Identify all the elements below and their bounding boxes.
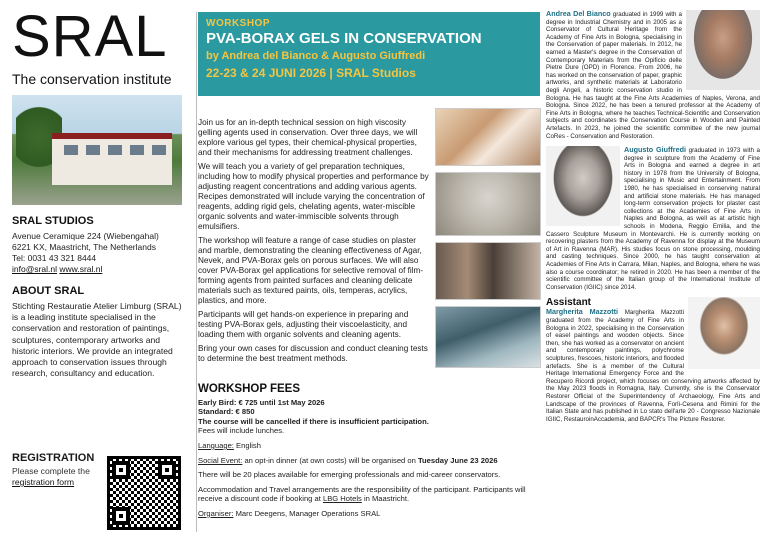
bios-column: [546, 10, 760, 429]
registration-qr-code[interactable]: [107, 456, 181, 530]
fees-heading: WORKSHOP FEES: [198, 383, 301, 395]
early-bird-fee: Early Bird: € 725 until 1st May 2026: [198, 397, 325, 407]
intro-paragraph: Participants will get hands-on experience in preparing and testing PVA-Borax gels, adjusting their viscoelasticity, and loading them with organic solvents and cleaning agents.: [198, 310, 409, 339]
travel-note: Accommodation and Travel arrangements are the responsibility of the participant. Participants will receive a discount code if booking at: [198, 484, 526, 504]
bio-text: graduated in 1999 with a degree in Industrial Chemistry and in 2005 as a Conservator of Cultural Heritage from the Academy of Fine Arts in Bologna, specialising in the Conservation of paper materials. In 2012, he earned a Master's degree in the Conservation of Contemporary Materials from the Opificio delle Pietre Dure (OPD) in Florence. From 2006, he has worked on the conservation of paper, graphic artworks, and synthetic materials at Laboratorio degli Angeli, a historic conservation studio in Bologna. He has taught at the Fine Arts Academies of Naples, Verona, and Bologna. Since 2022, he has been a tenured professor at the Academy of Fine Arts in Bologna, where he teaches Technical-Scientific and Conservation subjects and coordinates the Conservation Course in Wooden and Painted Artefacts. In 2023, he joined the scientific committee of the new journal CoRes - Conservation and Restoration.: [546, 11, 760, 140]
workshop-dates: 22-23 & 24 JUNI 2026 | SRAL Studios: [206, 66, 416, 80]
organiser-name: Marc Deegens, Manager Operations SRAL: [235, 508, 381, 518]
workshop-title: PVA-BORAX GELS IN CONSERVATION: [206, 30, 482, 47]
intro-paragraph: The workshop will feature a range of case studies on plaster and marble, demonstrating the cleaning effectiveness of Agar, Nevek, and PVA-Borax gels on porous surfaces. We will also cover PVA-Borax gel applications for selective removal of film-forming agents from painted surfaces and cleaning delicate materials such as textured paints, oils, temperas, acrylics, plastics, and more.: [198, 236, 424, 305]
about-text: Stichting Restauratie Atelier Limburg (SRAL) is a leading institute specialised in the conservation and restoration of paintings, sculptures, contemporary artworks and historic interiors. We provide an integrated approach to conservation issues through research, consultancy and education.: [12, 301, 182, 379]
workshop-fees: WORKSHOP FEES Early Bird: € 725 until 1st May 2026 Standard: € 850 The course will be cancelled if there is insufficient participation. Fees will include lunches. Language: English Social Event: an opt-in dinner (at own costs) will be organised on Tuesday June 23 2026 There will be 20 places available for emerging professionals and mid-career conservators. Accommodation and Travel arrangements are the responsibility of the participant. Participants will receive a discount code if booking at LBG Hotels in Maastricht. Organiser: Marc Deegens, Manager Operations SRAL: [198, 385, 540, 524]
workshop-description: [198, 118, 430, 368]
about-heading: ABOUT SRAL: [12, 285, 85, 297]
bio-name: Margherita Mazzotti: [546, 307, 619, 317]
bio-margherita: [546, 297, 760, 423]
studios-heading: SRAL STUDIOS: [12, 215, 94, 227]
cancellation-note: The course will be cancelled if there is insufficient participation.: [198, 416, 429, 426]
registration-text: Please complete the: [12, 466, 90, 476]
registration-form-link[interactable]: registration form: [12, 477, 75, 487]
email-link[interactable]: info@sral.nl: [12, 264, 58, 274]
bio-augusto: [546, 146, 760, 291]
studios-address: Avenue Ceramique 224 (Wiebengahal) 6221 KX, Maastricht, The Netherlands Tel: 0031 43 321 8444 info@sral.nl www.sral.nl: [12, 231, 159, 274]
workshop-byline: by Andrea del Bianco & Augusto Giuffredi: [206, 50, 426, 62]
sral-logo: SRAL: [12, 4, 168, 69]
lunch-note: Fees will include lunches.: [198, 426, 285, 436]
bio-text: Margherita Mazzotti graduated from the Academy of Fine Arts in Bologna in 2022, specialising in the Conservation of easel paintings and wooden objects. Since then, she has worked as a conservator on ancient and contemporary paintings, polychrome sculptures, frescoes, historic interiors, and flooded artefacts. She is a member of the Cultural Heritage International Emergency Force and the Recupero Ricordi project, which focuses on conserving artworks affected by the May 2023 floods in Romagna, Italy. Currently, she is the Conservator Restorer Official of the Superintendency of Archaeology, Fine Arts and Landscape of the provinces of Ravenna, Forlì-Cesena and Rimini for the Italian State and has published in Lo stato dell'arte 20 - Congresso Nazionale IGIIC, RestauroinAccademia, and BAPCR's The Picture Restorer.: [546, 309, 760, 423]
augusto-portrait: [546, 146, 620, 226]
column-divider: [196, 12, 197, 532]
website-link[interactable]: www.sral.nl: [59, 264, 103, 274]
standard-fee: Standard: € 850: [198, 407, 255, 417]
places-note: There will be 20 places available for emerging professionals and mid-career conservators.: [198, 470, 501, 480]
social-event-text: an opt-in dinner (at own costs) will be organised on: [244, 455, 416, 465]
andrea-portrait: [686, 10, 760, 90]
treatment-photo: [435, 306, 541, 368]
building-photo: [12, 95, 182, 205]
hotel-link[interactable]: LBG Hotels: [322, 494, 362, 504]
bio-andrea: [546, 10, 760, 140]
sculpture-photo: [435, 172, 541, 236]
gel-photo: [435, 108, 541, 166]
bio-name: Augusto Giuffredi: [624, 145, 686, 155]
margherita-portrait: [688, 297, 760, 369]
banner-kicker: WORKSHOP: [206, 18, 270, 29]
intro-paragraph: Bring your own cases for discussion and conduct cleaning tests to determine the best treatment methods.: [198, 344, 428, 363]
intro-paragraph: We will teach you a variety of gel preparation techniques, including how to modify physical properties and performance by adjusting reagent concentrations and adding various agents. Recipes demonstrated will include varying the concentration of reagents, adding rigid gels, chelating agents, water-miscible organic solvents and water-immiscible solvents through emulsifiers.: [198, 162, 429, 231]
bio-name: Andrea Del Bianco: [546, 9, 611, 18]
surface-photo: [435, 242, 541, 300]
language-value: English: [236, 440, 261, 450]
bio-text: graduated in 1973 with a degree in sculpture from the Academy of Fine Arts in Bologna and earned a degree in art history in 1978 from the University of Bologna, specialising in Music and Entertainment. From 1980, he has specialised in conserving natural and artificial stone materials. He has managed long-term conservation projects for plaster cast collections at the Academies of Fine Arts in Naples and Bologna, as well as at artistic high schools in Modena, Reggio Emilia, and the Cassero Sculpture Museum in Montevarchi. He is currently working on recovering plasters from the Academy of Ravenna for display at the Museum of Art in Ravenna (MAR). His studies focus on stone processing, moulding and casting techniques. Since 2000, he has taught conservation at Academies of Fine Arts in Carrara, Milan, Naples, and Bologna, where he was also a course coordinator; he retired in 2020. He has been a member of the scientific committee of the Italian group of the International Institute of Conservation (IGIIC) since 2014.: [546, 147, 760, 291]
registration-heading: REGISTRATION: [12, 452, 95, 464]
photo-strip: [435, 108, 543, 374]
intro-paragraph: Join us for an in-depth technical session on high viscosity gelling agents used in conservation. Over three days, we will explore various gel types, their chemical-physical properties, and their mechanisms for addressing treatment challenges.: [198, 118, 418, 157]
logo-subtitle: The conservation institute: [12, 71, 172, 87]
registration-section: [12, 452, 190, 532]
workshop-banner: [198, 12, 540, 96]
social-event-date: Tuesday June 23 2026: [417, 455, 498, 465]
assistant-heading: Assistant: [546, 297, 592, 309]
